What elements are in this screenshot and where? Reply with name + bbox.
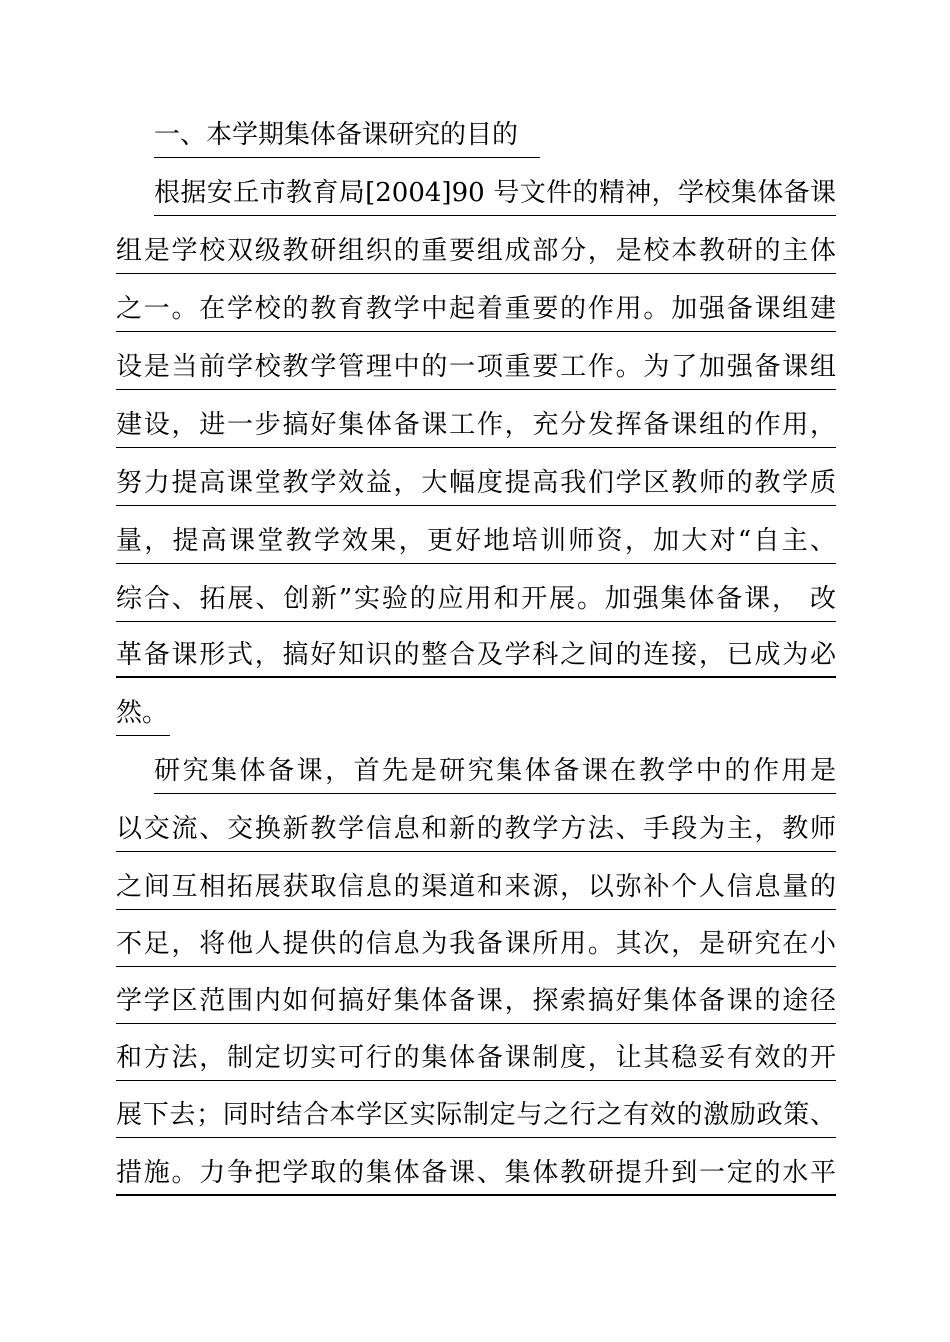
paragraph-2-line-1: 研究集体备课，首先是研究集体备课在教学中的作用是 [154,748,836,794]
paragraph-1-line-1: 根据安丘市教育局[2004]90 号文件的精神，学校集体备课 [154,170,836,216]
paragraph-2-line-4: 不足，将他人提供的信息为我备课所用。其次，是研究在小 [116,921,836,967]
paragraph-2-line-7: 展下去；同时结合本学区实际制定与之行之有效的激励政策、 [116,1092,836,1138]
paragraph-2-line-2: 以交流、交换新教学信息和新的教学方法、手段为主，教师 [116,806,836,852]
paragraph-1-line-3: 之一。在学校的教育教学中起着重要的作用。加强备课组建 [116,286,836,332]
paragraph-1-line-6: 努力提高课堂教学效益，大幅度提高我们学区教师的教学质 [116,460,836,506]
section-heading: 一、本学期集体备课研究的目的 [154,112,540,158]
paragraph-1-line-9: 革备课形式，搞好知识的整合及学科之间的连接，已成为必 [116,632,836,678]
paragraph-1-line-4: 设是当前学校教学管理中的一项重要工作。为了加强备课组 [116,344,836,390]
paragraph-2-line-3: 之间互相拓展获取信息的渠道和来源，以弥补个人信息量的 [116,864,836,910]
paragraph-1-line-10: 然。 [116,690,170,736]
paragraph-1-line-5: 建设，进一步搞好集体备课工作，充分发挥备课组的作用， [116,402,836,448]
paragraph-2-line-8: 措施。力争把学取的集体备课、集体教研提升到一定的水平 [116,1150,836,1196]
paragraph-2-line-5: 学学区范围内如何搞好集体备课，探索搞好集体备课的途径 [116,978,836,1024]
paragraph-1-line-2: 组是学校双级教研组织的重要组成部分，是校本教研的主体 [116,228,836,274]
paragraph-2-line-6: 和方法，制定切实可行的集体备课制度，让其稳妥有效的开 [116,1035,836,1081]
paragraph-1-line-8: 综合、拓展、创新”实验的应用和开展。加强集体备课， 改 [116,576,836,622]
paragraph-1-line-7: 量，提高课堂教学效果，更好地培训师资，加大对“自主、 [116,518,836,564]
